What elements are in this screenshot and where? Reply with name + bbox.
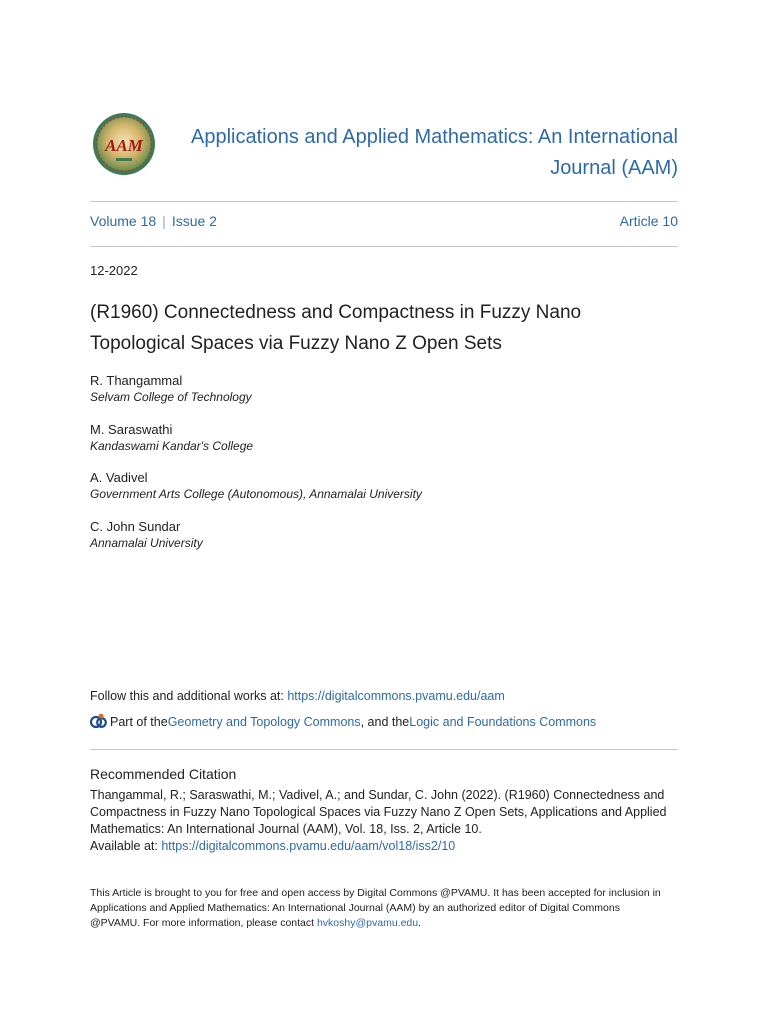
contact-email-link[interactable]: hvkoshy@pvamu.edu xyxy=(316,917,419,929)
collection-link[interactable]: https://digitalcommons.pvamu.edu/aam xyxy=(287,689,505,703)
citation-available-line xyxy=(90,838,680,855)
access-notice-text: This Article is brought to you for free and open access by Digital Commons @PVAMU. It has been accepted for inclusion in Applications and Applied Mathematics: An International Journal (AAM) by an authorized editor of Digital Commons @PVAMU. For more information, please contact xyxy=(90,887,661,929)
follow-line xyxy=(90,689,505,703)
follow-label: Follow this and additional works at: xyxy=(90,689,288,703)
author-item xyxy=(90,422,670,471)
author-list xyxy=(90,373,670,567)
issue-row xyxy=(90,213,678,233)
divider-citation xyxy=(90,749,678,750)
part-of-label: Part of the xyxy=(110,714,168,729)
logo-text: AAM xyxy=(105,136,143,155)
available-label: Available at: xyxy=(90,839,162,853)
separator: | xyxy=(162,213,166,229)
author-affiliation: Government Arts College (Autonomous), Annamalai University xyxy=(90,487,422,501)
article-url-link[interactable]: https://digitalcommons.pvamu.edu/aam/vol18/iss2/10 xyxy=(161,839,456,853)
article-title: (R1960) Connectedness and Compactness in Fuzzy Nano Topological Spaces via Fuzzy Nano Z Open Sets xyxy=(90,302,582,354)
author-item xyxy=(90,373,670,422)
logic-foundations-commons-link[interactable]: Logic and Foundations Commons xyxy=(409,714,597,729)
volume-link[interactable]: Volume 18 xyxy=(90,213,157,229)
part-of-line xyxy=(90,713,596,730)
author-name: C. John Sundar xyxy=(90,518,181,534)
network-commons-icon xyxy=(90,713,107,730)
author-name: R. Thangammal xyxy=(90,373,183,388)
access-notice-end: . xyxy=(418,917,422,929)
citation-heading: Recommended Citation xyxy=(90,766,237,782)
citation-text: Thangammal, R.; Saraswathi, M.; Vadivel, A.; and Sundar, C. John (2022). (R1960) Connectedness and Compactness in Fuzzy Nano Topological Spaces via Fuzzy Nano Z Open Sets, Applications and Applied Mathematics: An International Journal (AAM), Vol. 18, Iss. 2, Article 10. xyxy=(90,788,667,836)
divider-issue xyxy=(90,246,678,247)
author-name: A. Vadivel xyxy=(90,470,148,485)
author-affiliation: Selvam College of Technology xyxy=(90,390,252,404)
article-link[interactable]: Article 10 xyxy=(619,213,678,229)
access-notice xyxy=(90,886,670,931)
author-name: M. Saraswathi xyxy=(90,421,173,437)
author-affiliation: Kandaswami Kandar's College xyxy=(90,438,254,453)
issue-link[interactable]: Issue 2 xyxy=(171,213,217,229)
journal-title-link[interactable]: Applications and Applied Mathematics: An International Journal (AAM) xyxy=(191,126,678,179)
citation-block xyxy=(90,787,680,855)
author-item xyxy=(90,519,670,568)
geometry-topology-commons-link[interactable]: Geometry and Topology Commons xyxy=(167,714,361,729)
author-affiliation: Annamalai University xyxy=(90,535,203,550)
publication-date: 12-2022 xyxy=(90,263,138,278)
divider-top xyxy=(90,201,678,202)
journal-logo xyxy=(92,112,156,176)
author-item xyxy=(90,470,670,519)
part-of-conjunction: , and the xyxy=(360,714,410,729)
